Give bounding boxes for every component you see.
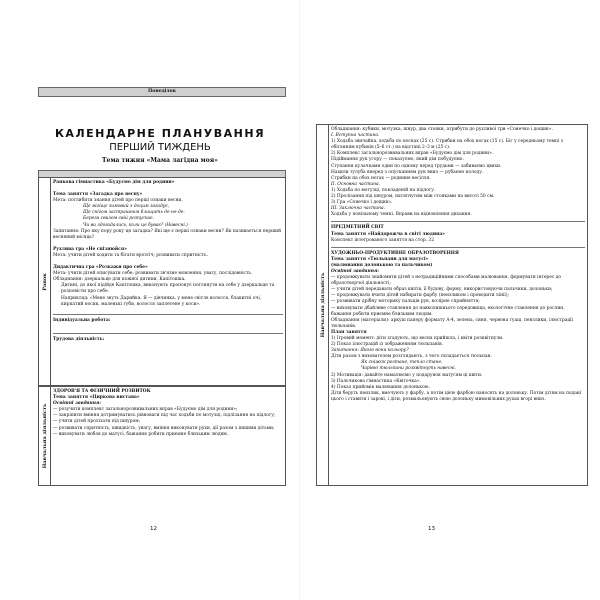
text-line: Мета: учити дітей ходити та бігати врозтіч; розвивати спритність. bbox=[53, 252, 208, 258]
text-line: Освітні завдання: bbox=[53, 401, 102, 407]
text-line: Дидактична гра «Розкажи про себе» bbox=[53, 265, 148, 271]
text-line: — учити дітей пролізати під шнуром; bbox=[53, 419, 141, 425]
text-line: Нахили тулуба вперед з опусканням рук вниз — рубаємо колоду. bbox=[331, 169, 484, 175]
text-line: Тема заняття «Циркова вистава» bbox=[53, 395, 140, 401]
day-header-bar: Понеділок bbox=[38, 87, 286, 97]
activity-label: Навчальна діяльність bbox=[41, 403, 48, 469]
text-line: Чарівні тюльпани розквітнуть навесні. bbox=[361, 366, 457, 372]
text-line: 1) Ігровий момент: діти згадують, що весна прийшла, і квіти розквітнули. bbox=[331, 336, 504, 341]
art-theme: Тема заняття «Тюльпани для матусі» bbox=[331, 256, 429, 262]
right-side-column bbox=[317, 125, 329, 485]
text-line: ІІІ. Заключна частина. bbox=[331, 206, 385, 212]
text-line: Обладнання: дзеркальце для кожної дитини, Капітошка. bbox=[53, 277, 186, 283]
morning-side-column bbox=[39, 178, 51, 385]
text-line: — продовжувати знайомити дітей з нетрадиційними способами малювання, формувати інтерес до образотворчої діяльності; bbox=[331, 275, 562, 287]
text-line: — виховувати любов до матусі, бажання робити приємне близьким людям. bbox=[53, 431, 229, 437]
text-line: Ходьба у повільному темпі. Вправи на відновлення дихання. bbox=[331, 212, 472, 218]
text-line: Дитині, до якої підійде Капітошка, виконують пропонує поглянути на себе у дзеркальце та розповісти про себе. bbox=[61, 283, 275, 295]
text-line: Ще жгіщє зимовий з доцим загадує, bbox=[83, 204, 170, 210]
morning-content bbox=[53, 180, 283, 343]
text-line: — розучити комплекс загальнорозвивальних вправ «Будуємо дім для родини»; bbox=[53, 407, 238, 413]
text-line: І. Вступна частина. bbox=[331, 133, 380, 139]
activity-side-column bbox=[39, 387, 51, 485]
text-line: — учити дітей передавати образ квітів, її будову, форму, використовуючи пальчики, долоньки; bbox=[331, 287, 553, 293]
text-line: — продовжувати вчити дітей набирати фарбу (пензликом і проводити лінії); bbox=[331, 293, 510, 299]
text-line: 2) Комплекс загальнорозвивальних вправ «Будуємо дім для родини». bbox=[331, 151, 494, 157]
world-theme: Тема заняття «Найдорожча в світі людина» bbox=[331, 231, 445, 237]
text-line: 1) Ходьба звичайна, ходьба по носках (25 с). Стрибки на обох ногах (15 с). Біг у середньому темпі з обіганням кубиків (5–6 ст.) на відстані 2–3 м (25 с). bbox=[331, 139, 564, 151]
week-theme: Тема тижня «Мама лагідна моя» bbox=[102, 157, 218, 164]
text-line: ЗДОРОВ'Я ТА ФІЗИЧНИЙ РОЗВИТОК bbox=[53, 389, 151, 394]
world-note: Конспект інтегрованого заняття на стор. 32 bbox=[331, 237, 435, 243]
text-line: Запитання: Про яку пору року ця загадка? Які ще є перші ознаки весни? Як називається перший весняний місяць? bbox=[53, 228, 282, 240]
text-line: Наприклад: «Мене звуть Дарийка. Я — дівчинка, у мене світле волосся, блакитні очі, кирпатий носик, маленькі губи, волосся заплетене у коси». bbox=[61, 295, 262, 307]
text-line: 3) Гра «Сонечко і дощик». bbox=[331, 200, 393, 206]
activity-block bbox=[38, 386, 286, 486]
activity-content bbox=[53, 389, 283, 438]
text-line: Мета: учити дітей описувати себе; розвивати зв'язне мовлення, увагу, послідовність. bbox=[53, 271, 253, 277]
text-line: Діти беруть пензлик, вмочують у фарбу, а потім цією фарбою наносять на долоньку. Потім дітям на подані цього і ставити і зарові, і діти, розмальовують свою долоньку мимовільних рухах вгорі вниз. bbox=[331, 390, 582, 402]
text-line: 3) Пальчикова гімнастика «Квіточка». bbox=[331, 378, 421, 384]
week-title: ПЕРШИЙ ТИЖДЕНЬ bbox=[109, 142, 211, 153]
text-line: — розвивати спритність, швидкість, увагу, вміння виконувати рухи, дії разом з іншими дітьми; bbox=[53, 425, 275, 431]
text-line: Береза свизом свій розпускає. bbox=[83, 216, 154, 222]
right-activity-block bbox=[316, 124, 588, 486]
page-number-left: 12 bbox=[150, 526, 157, 532]
text-line: Чи ви здогадались, коли це буває? (Навесні.) bbox=[83, 222, 188, 228]
text-line: Ступання кулачками один по одному перед грудьми — забиваємо цвяхи. bbox=[331, 163, 502, 169]
text-line: Діти разом з вихователем розглядають, з чого складається тюльпан. bbox=[331, 354, 492, 360]
text-line: 4) Показ прийомів малювання долонькою. bbox=[331, 384, 430, 390]
text-line: Підіймання рук угору — показуємо, який дім побудуємо. bbox=[331, 157, 464, 163]
text-line: — розвивати дрібну моторику пальців рук, колірне сприйняття; bbox=[331, 299, 480, 305]
text-line: 1) Ходьба по мотузці, покладеній на підлогу. bbox=[331, 187, 436, 193]
text-line: Ще снігом застрашним блищить де-не-де. bbox=[83, 210, 185, 216]
morning-label: Ранок bbox=[41, 272, 48, 291]
text-line: План заняття bbox=[331, 329, 367, 335]
text-line: Стрибки на обох ногах — родинне весілля. bbox=[331, 175, 431, 181]
text-line: Як сніжок розтане, тепло стане. bbox=[361, 360, 443, 366]
text-line: Обладнання (матеріали): аркуш паперу формату А-4, зелена, синя, червона гуаш, пензлики, ілюстрації тюльпанів. bbox=[331, 317, 573, 329]
text-line: Освітні завдання: bbox=[331, 268, 380, 274]
text-line: Тема заняття «Загадка про весну» bbox=[53, 192, 143, 198]
text-line: 2) Показ ілюстрацій із зображенням тюльпанів. bbox=[331, 342, 443, 348]
text-line: Індивідуальна робота: bbox=[53, 317, 111, 323]
text-line: Обладнання: кубики, мотузка, шнур, два стояки, атрибути до рухливої гри «Сонечко і дощик». bbox=[331, 127, 553, 132]
morning-block bbox=[38, 177, 286, 386]
text-line: Ранкова гімнастика «Будуємо дім для родини» bbox=[53, 180, 175, 185]
right-page bbox=[300, 0, 600, 600]
page-number-right: 13 bbox=[428, 526, 435, 532]
art-sub: (малювання долонькою та пальчиком) bbox=[331, 262, 433, 268]
text-line: Мета: поглибити знання дітей про перші ознаки весни. bbox=[53, 198, 183, 204]
text-line: — закріпити вміння дотримуватись рівноваги під час ходьби по мотузці, підлізання на підлогу; bbox=[53, 413, 276, 419]
calendar-title: КАЛЕНДАРНЕ ПЛАНУВАННЯ bbox=[54, 127, 266, 140]
text-line: Трудова діяльність: bbox=[53, 336, 105, 342]
text-line: 2) Мотивація: давайте намалюємо у подарунок матусям ці квіти. bbox=[331, 372, 483, 378]
text-line: ІІ. Основна частина. bbox=[331, 181, 381, 187]
right-content bbox=[331, 127, 585, 403]
art-header: ХУДОЖНЬО-ПРОДУКТИВНЕ ОБРАЗОТВОРЕННЯ bbox=[331, 250, 459, 256]
text-line: — виховувати дбайливе ставлення до навколишнього середовища, екологічне ставлення до рослин, бажання робити приємне близьким людям. bbox=[331, 305, 565, 317]
text-line: Запитання: Якого вони кольору? bbox=[331, 348, 409, 354]
text-line: 2) Пролізання під шнуром, натягнутим між стояками на висоті 50 см. bbox=[331, 194, 495, 200]
text-line: Рухлива гра «Не спізнюйся» bbox=[53, 246, 127, 252]
right-activity-label: Навчальна діяльність bbox=[319, 272, 326, 338]
world-header: ПРЕДМЕТНИЙ СВІТ bbox=[331, 225, 384, 231]
